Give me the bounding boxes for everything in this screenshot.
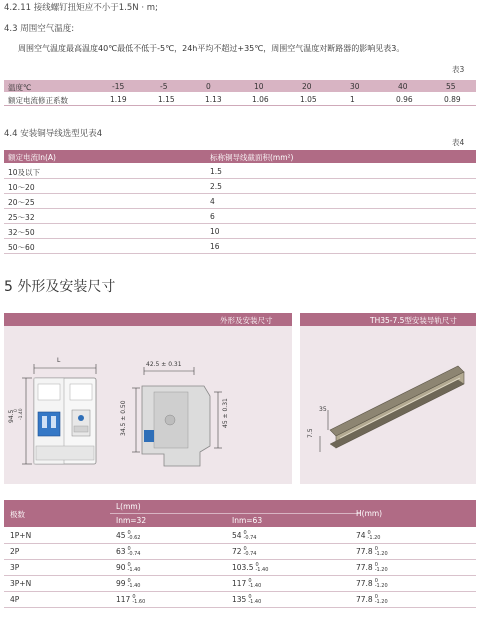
- table-row: [4, 193, 476, 209]
- table5-col-L: L(mm): [116, 502, 141, 511]
- table5-poles: 2P: [10, 547, 20, 556]
- table3-cell: 1.15: [158, 95, 175, 104]
- table-row: [4, 238, 476, 254]
- rail-dim-35: 35: [319, 406, 327, 413]
- panel-right-title: TH35-7.5型安装导轨尺寸: [370, 316, 457, 325]
- breaker-drawing: [4, 326, 292, 484]
- table5-col-H: H(mm): [356, 509, 383, 518]
- table3-row2-label: 额定电流修正系数: [8, 96, 68, 105]
- table5-col-inm63: Inm=63: [232, 516, 263, 525]
- table-row: [4, 163, 476, 179]
- table4-cell: 2.5: [210, 182, 222, 191]
- table4-cell: 25～32: [8, 213, 35, 222]
- table5-col-inm32: Inm=32: [116, 516, 147, 525]
- table4-cell: 10～20: [8, 183, 35, 192]
- table3-cell: -5: [160, 82, 168, 91]
- table4-header-current: 额定电流In(A): [8, 153, 56, 162]
- section-4-4: 4.4 安装铜导线选型见表4: [4, 129, 103, 139]
- table3-cell: 20: [302, 82, 312, 91]
- table5-h: 77.8 0 -1.20: [356, 578, 388, 589]
- table4-cell: 10及以下: [8, 168, 41, 177]
- table4-cell: 6: [210, 212, 215, 221]
- table3-cell: -15: [112, 82, 125, 91]
- table3-cell: 55: [446, 82, 456, 91]
- dim-left-depth: 34.5 ± 0.50: [120, 400, 127, 436]
- table5-col-poles: 极数: [10, 510, 25, 519]
- table5-h: 77.8 0 -1.20: [356, 546, 388, 557]
- dim-height-tol-up: 0: [14, 409, 19, 412]
- table3-cell: 0: [206, 82, 211, 91]
- section-4-2-11: 4.2.11 接线螺钉扭矩应不小于1.5N · m;: [4, 3, 158, 13]
- table4-label: 表4: [452, 138, 465, 147]
- table5-poles: 4P: [10, 595, 20, 604]
- section-4-3-title: 4.3 周围空气温度:: [4, 24, 75, 34]
- rail-drawing: [300, 326, 476, 484]
- table4-cell: 10: [210, 227, 220, 236]
- table3-row1-label: 温度℃: [8, 83, 32, 92]
- table3-cell: 30: [350, 82, 360, 91]
- table-row: [4, 178, 476, 194]
- table4-cell: 1.5: [210, 167, 222, 176]
- dim-L: L: [57, 357, 61, 364]
- table4-cell: 20～25: [8, 198, 35, 207]
- table-row: [4, 208, 476, 224]
- dim-height: 94.5: [8, 409, 15, 423]
- table3-cell: 1.13: [205, 95, 222, 104]
- table5-l32: 90 0 -1.40: [116, 562, 141, 573]
- table5-l32: 45 0 -0.62: [116, 530, 141, 541]
- section-4-3-body: 周围空气温度最高温度40℃最低不低于-5℃，24h平均不超过+35℃，周围空气温度对断路器的影响见表3。: [18, 44, 405, 53]
- table3-cell: 1: [350, 95, 355, 104]
- section-5-heading: 5 外形及安装尺寸: [4, 279, 116, 295]
- table5-poles: 3P+N: [10, 579, 32, 588]
- table-row: [4, 223, 476, 239]
- table3-cell: 40: [398, 82, 408, 91]
- table3-cell: 0.89: [444, 95, 461, 104]
- table3-cell: 1.19: [110, 95, 127, 104]
- table4-cell: 16: [210, 242, 220, 251]
- table3-cell: 0.96: [396, 95, 413, 104]
- dim-width: 42.5 ± 0.31: [146, 361, 182, 368]
- table5-poles: 1P+N: [10, 531, 32, 540]
- table4-cell: 50～60: [8, 243, 35, 252]
- panel-left-title: 外形及安装尺寸: [220, 316, 273, 325]
- table4-cell: 4: [210, 197, 215, 206]
- table5-l32: 63 0 -0.74: [116, 546, 141, 557]
- table5-l63: 103.5 0 -1.40: [232, 562, 269, 573]
- table3-label: 表3: [452, 65, 465, 74]
- table4-header-area: 标称铜导线截面积(mm²): [210, 153, 294, 162]
- table5-l32: 117 0 -1.60: [116, 594, 146, 605]
- table3-cell: 10: [254, 82, 264, 91]
- table5-l63: 72 0 -0.74: [232, 546, 257, 557]
- table3-cell: 1.05: [300, 95, 317, 104]
- table5-l63: 117 0 -1.40: [232, 578, 262, 589]
- table5-h: 77.8 0 -1.20: [356, 562, 388, 573]
- table5-l32: 99 0 -1.40: [116, 578, 141, 589]
- table4-cell: 32～50: [8, 228, 35, 237]
- table5-h: 74 0 -1.20: [356, 530, 381, 541]
- table3-cell: 1.06: [252, 95, 269, 104]
- table5-l63: 135 0 -1.40: [232, 594, 262, 605]
- table5-poles: 3P: [10, 563, 20, 572]
- dim-right-depth: 45 ± 0.31: [222, 398, 229, 428]
- rail-dim-75: 7.5: [307, 428, 314, 438]
- table5-h: 77.8 0 -1.20: [356, 594, 388, 605]
- dim-height-tol-down: -1.40: [19, 408, 24, 420]
- table5-header-divider: [110, 513, 360, 514]
- table5-l63: 54 0 -0.74: [232, 530, 257, 541]
